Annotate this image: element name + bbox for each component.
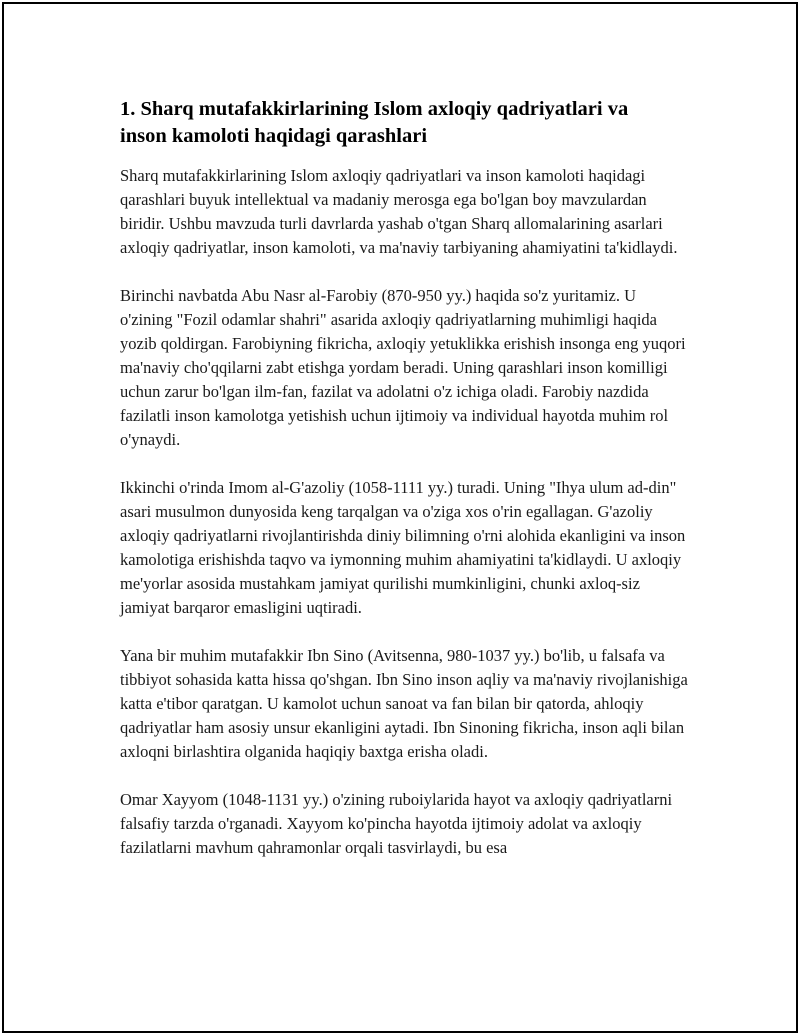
heading-line-2: inson kamoloti haqidagi qarashlari [120, 125, 428, 147]
section-heading [120, 96, 690, 150]
paragraph-gazoliy: Ikkinchi o'rinda Imom al-G'azoliy (1058-1111 yy.) turadi. Uning "Ihya ulum ad-din" asari musulmon dunyosida keng tarqalgan va o'ziga xos o'rin egallagan. G'azoliy axloqiy qadriyatlarni rivojlantirishda diniy bilimning o'rni alohida ekanligini va inson kamolotiga erishishda taqvo va iymonning muhim ahamiyatini ta'kidlaydi. U axloqiy me'yorlar asosida mustahkam jamiyat qurilishi mumkinligini, chunki axloq-siz jamiyat barqaror emasligini uqtiradi. [120, 478, 686, 617]
document-page [2, 2, 798, 1033]
paragraph-xayyom: Omar Xayyom (1048-1131 yy.) o'zining ruboiylarida hayot va axloqiy qadriyatlarni falsafiy tarzda o'rganadi. Xayyom ko'pincha hayotda ijtimoiy adolat va axloqiy fazilatlarni mavhum qahramonlar orqali tasvirlaydi, bu esa [120, 790, 673, 857]
paragraph-farobiy: Birinchi navbatda Abu Nasr al-Farobiy (870-950 yy.) haqida so'z yuritamiz. U o'zining "Fozil odamlar shahri" asarida axloqiy qadriyatlarning muhimligi haqida yozib qoldirgan. Farobiyning fikricha, axloqiy yetuklikka erishish insonga eng yuqori ma'naviy cho'qqilarni zabt etishga yordam beradi. Uning qarashlari inson komilligi uchun zarur bo'lgan ilm-fan, fazilat va adolatni o'z ichiga oladi. Farobiy nazdida fazilatli inson kamolotga yetishish uchun ijtimoiy va individual hayotda muhim rol o'ynaydi. [120, 286, 686, 449]
heading-line-1: 1. Sharq mutafakkirlarining Islom axloqiy qadriyatlari va [120, 98, 629, 120]
paragraph-ibn-sino: Yana bir muhim mutafakkir Ibn Sino (Avitsenna, 980-1037 yy.) bo'lib, u falsafa va tibbiyot sohasida katta hissa qo'shgan. Ibn Sino inson aqliy va ma'naviy rivojlanishiga katta e'tibor qaratgan. U kamolot uchun sanoat va fan bilan bir qatorda, ahloqiy qadriyatlar ham asosiy unsur ekanligini aytadi. Ibn Sinoning fikricha, inson aqli bilan axloqni birlashtira olganida haqiqiy baxtga erisha oladi. [120, 646, 688, 761]
paragraph-intro: Sharq mutafakkirlarining Islom axloqiy qadriyatlari va inson kamoloti haqidagi qarashlari buyuk intellektual va madaniy merosga ega bo'lgan boy mavzulardan biridir. Ushbu mavzuda turli davrlarda yashab o'tgan Sharq allomalarining asarlari axloqiy qadriyatlar, inson kamoloti, va ma'naviy tarbiyaning ahamiyatini ta'kidlaydi. [120, 166, 678, 257]
document-content [120, 96, 690, 860]
